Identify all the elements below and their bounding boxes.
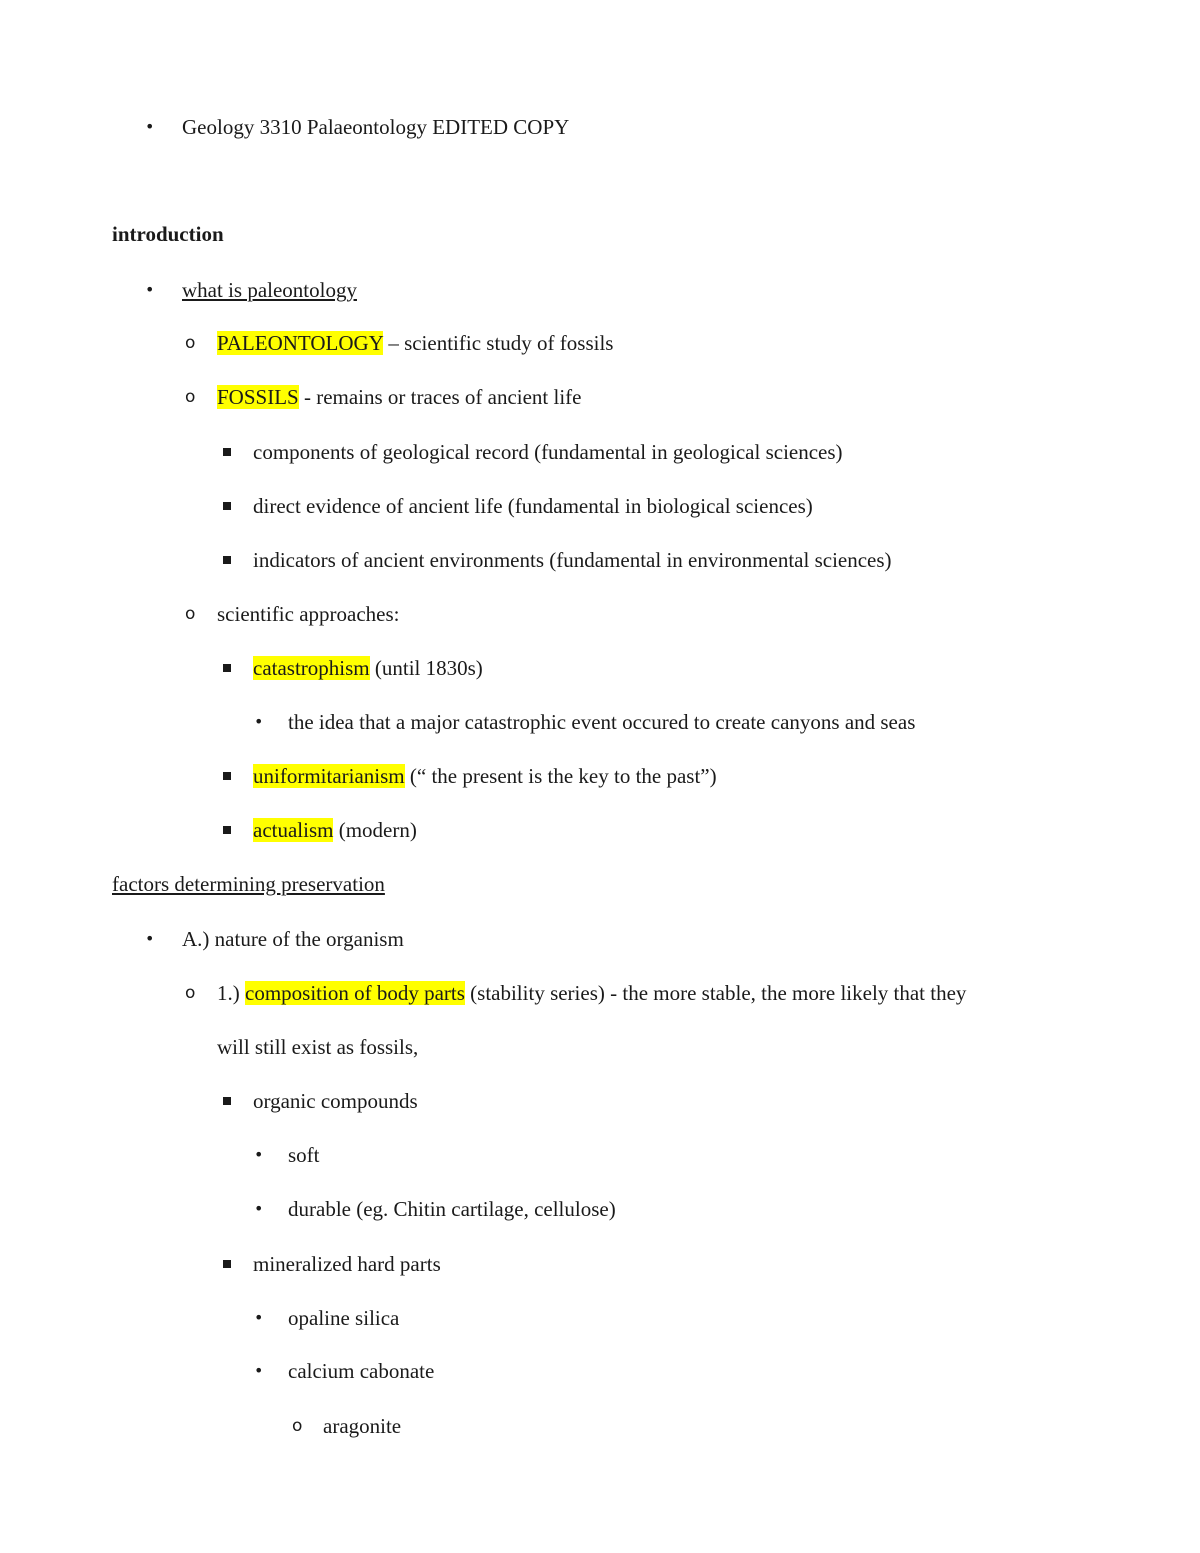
definition-text: (modern)	[333, 818, 417, 842]
square-bullet-icon	[223, 1097, 231, 1105]
list-item-uniformitarianism	[253, 763, 717, 789]
square-bullet-icon	[223, 1260, 231, 1268]
bullet-icon: •	[254, 1145, 264, 1164]
document-title: Geology 3310 Palaeontology EDITED COPY	[182, 115, 570, 139]
bullet-icon: •	[145, 929, 155, 948]
definition-text: (until 1830s)	[369, 656, 483, 680]
bullet-icon: •	[254, 1199, 264, 1218]
circle-bullet-icon: o	[185, 387, 196, 407]
bullet-icon: •	[254, 1361, 264, 1380]
list-item-catastrophism	[253, 655, 483, 681]
list-item-mineralized-hard-parts: mineralized hard parts	[253, 1252, 441, 1276]
bullet-icon: •	[254, 1308, 264, 1327]
definition-text: (“ the present is the key to the past”)	[404, 764, 717, 788]
highlighted-term: FOSSILS	[217, 385, 299, 409]
item-number: 1.)	[217, 981, 245, 1005]
square-bullet-icon	[223, 664, 231, 672]
definition-text: – scientific study of fossils	[383, 331, 614, 355]
circle-bullet-icon: o	[185, 983, 196, 1003]
list-item: soft	[288, 1143, 320, 1167]
list-item: calcium cabonate	[288, 1359, 435, 1383]
bullet-icon: •	[254, 712, 264, 731]
subheading-what-is-paleontology: what is paleontology	[182, 278, 357, 302]
square-bullet-icon	[223, 502, 231, 510]
circle-bullet-icon: o	[185, 333, 196, 353]
highlighted-term: catastrophism	[253, 656, 370, 680]
circle-bullet-icon: o	[292, 1416, 303, 1436]
square-bullet-icon	[223, 772, 231, 780]
bullet-icon: •	[145, 280, 155, 299]
list-item-organic-compounds: organic compounds	[253, 1089, 418, 1113]
list-item: indicators of ancient environments (fundamental in environmental sciences)	[253, 548, 892, 572]
square-bullet-icon	[223, 826, 231, 834]
bullet-icon: •	[145, 117, 155, 136]
circle-bullet-icon: o	[185, 604, 196, 624]
list-item: components of geological record (fundamental in geological sciences)	[253, 440, 843, 464]
list-item-composition	[217, 980, 966, 1006]
list-item: the idea that a major catastrophic event occured to create canyons and seas	[288, 710, 916, 734]
square-bullet-icon	[223, 448, 231, 456]
list-item-paleontology-definition	[217, 330, 613, 356]
list-item-fossils-definition	[217, 384, 582, 410]
list-item-nature-of-organism: A.) nature of the organism	[182, 927, 404, 951]
list-item: durable (eg. Chitin cartilage, cellulose)	[288, 1197, 616, 1221]
highlighted-term: uniformitarianism	[253, 764, 405, 788]
list-item: aragonite	[323, 1414, 402, 1438]
list-item: opaline silica	[288, 1306, 400, 1330]
definition-text: (stability series) - the more stable, the more likely that they	[464, 981, 967, 1005]
list-item-scientific-approaches: scientific approaches:	[217, 602, 400, 626]
list-item-actualism	[253, 817, 417, 843]
section-heading-introduction: introduction	[112, 222, 224, 246]
list-item: direct evidence of ancient life (fundamental in biological sciences)	[253, 494, 813, 518]
highlighted-term: actualism	[253, 818, 334, 842]
definition-text: - remains or traces of ancient life	[298, 385, 582, 409]
list-item-continuation: will still exist as fossils,	[217, 1035, 419, 1059]
highlighted-term: PALEONTOLOGY	[217, 331, 384, 355]
square-bullet-icon	[223, 556, 231, 564]
section-heading-factors: factors determining preservation	[112, 872, 385, 896]
highlighted-term: composition of body parts	[245, 981, 465, 1005]
